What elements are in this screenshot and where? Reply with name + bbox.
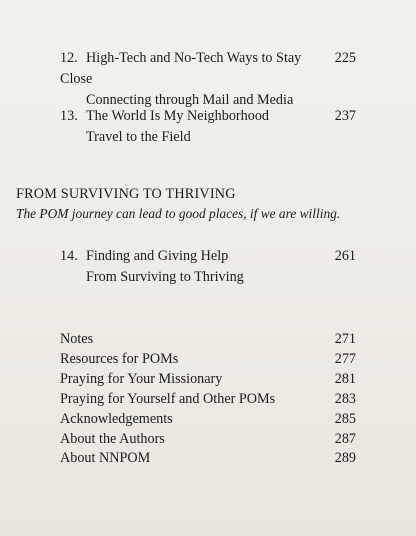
backmatter-item-resources [60,350,356,370]
section-tagline: The POM journey can lead to good places, if we are willing. [16,206,341,221]
backmatter-page-number: 277 [334,350,356,367]
backmatter-title: About NNPOM [60,450,151,467]
chapter-page-number: 237 [334,108,356,124]
chapter-heading [60,48,335,90]
backmatter-page-number: 287 [334,430,356,447]
toc-entry-chapter-13 [60,106,356,148]
chapter-number: 13. [60,108,78,124]
backmatter-title: Resources for POMs [60,350,179,367]
backmatter-page-number: 283 [334,390,356,407]
chapter-subtitle: Travel to the Field [86,129,191,145]
toc-entry-chapter-14 [60,246,356,288]
backmatter-page-number: 289 [334,450,356,467]
chapter-heading [60,246,228,267]
backmatter-item-praying-missionary [60,370,356,390]
section-heading: FROM SURVIVING TO THRIVING [16,186,236,202]
backmatter-title: Acknowledgements [60,410,173,427]
backmatter-title: Praying for Yourself and Other POMs [60,390,276,407]
chapter-title: High-Tech and No-Tech Ways to Stay Close [60,50,302,87]
backmatter-item-about-nnpom [60,449,356,469]
backmatter-page-number: 281 [334,370,356,387]
backmatter-page-number: 285 [334,410,356,427]
backmatter-item-notes [60,330,356,350]
chapter-heading [60,106,269,127]
backmatter-item-acknowledgements [60,410,356,430]
chapter-subtitle: From Surviving to Thriving [86,269,244,285]
backmatter-item-praying-yourself [60,390,356,410]
backmatter-title: Notes [60,331,94,347]
backmatter-title: Praying for Your Missionary [60,370,223,387]
toc-entry-chapter-12 [60,48,356,111]
chapter-title: The World Is My Neighborhood [86,108,270,124]
chapter-title: Finding and Giving Help [86,248,229,264]
chapter-subtitle: Connecting through Mail and Media [86,92,294,108]
chapter-page-number: 225 [334,50,356,66]
backmatter-page-number: 271 [334,331,356,347]
section-surviving-to-thriving [16,184,356,224]
chapter-page-number: 261 [334,248,356,264]
backmatter-list [60,330,356,469]
backmatter-title: About the Authors [60,430,165,447]
chapter-number: 14. [60,248,78,264]
chapter-number: 12. [60,50,78,66]
backmatter-item-about-authors [60,430,356,450]
